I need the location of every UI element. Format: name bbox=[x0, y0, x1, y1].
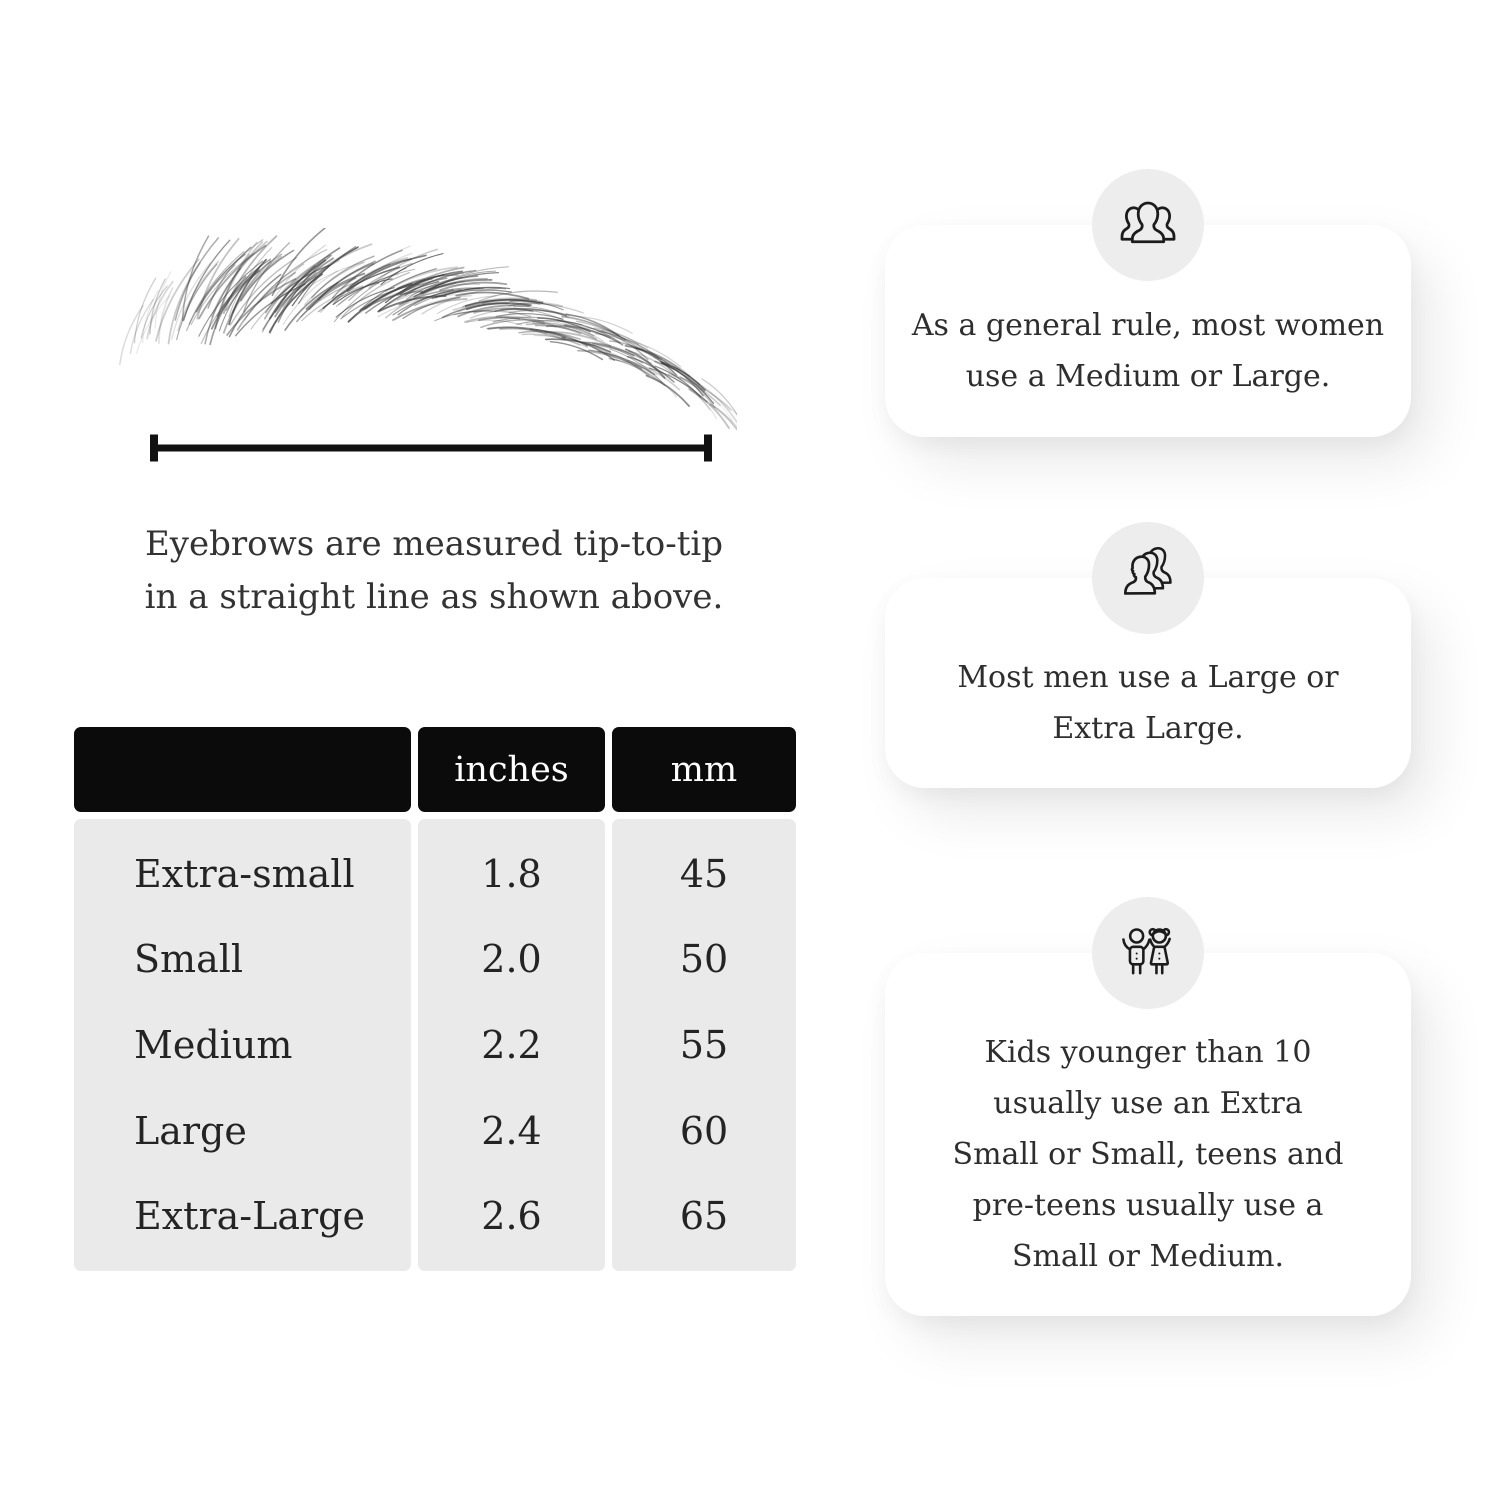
table-cell-label: Extra-small bbox=[134, 851, 355, 896]
text-line: As a general rule, most women bbox=[911, 308, 1385, 343]
text-line: usually use an Extra bbox=[993, 1086, 1303, 1121]
table-cell-inches: 1.8 bbox=[481, 851, 542, 896]
card-text bbox=[953, 1027, 1344, 1282]
women-group-icon bbox=[1115, 192, 1181, 258]
table-column-inches bbox=[418, 819, 605, 1271]
table-column-sizes bbox=[74, 819, 411, 1271]
table-cell-label: Medium bbox=[134, 1022, 293, 1067]
table-cell-label: Extra-Large bbox=[134, 1194, 365, 1239]
men-size-card bbox=[885, 578, 1411, 788]
text-line: Extra Large. bbox=[1052, 711, 1244, 746]
table-cell-mm: 50 bbox=[679, 937, 729, 982]
icon-badge bbox=[1092, 169, 1204, 281]
text-line: Most men use a Large or bbox=[957, 660, 1339, 695]
card-text bbox=[912, 300, 1384, 402]
header-cell-inches: inches bbox=[418, 727, 605, 812]
table-cell-mm: 55 bbox=[679, 1022, 729, 1067]
text-line: in a straight line as shown above. bbox=[144, 577, 724, 617]
header-cell-mm: mm bbox=[612, 727, 796, 812]
table-cell-label: Large bbox=[134, 1108, 247, 1153]
text-line: use a Medium or Large. bbox=[965, 359, 1331, 394]
women-size-card bbox=[885, 225, 1411, 437]
table-cell-inches: 2.0 bbox=[481, 937, 542, 982]
icon-badge bbox=[1092, 522, 1204, 634]
icon-badge bbox=[1092, 897, 1204, 1009]
header-cell-empty bbox=[74, 727, 411, 812]
table-cell-inches: 2.2 bbox=[481, 1022, 542, 1067]
size-table bbox=[74, 727, 796, 1271]
table-cell-mm: 60 bbox=[679, 1108, 729, 1153]
table-cell-mm: 45 bbox=[679, 851, 729, 896]
table-cell-mm: 65 bbox=[679, 1194, 729, 1239]
table-cell-label: Small bbox=[134, 937, 244, 982]
text-line: Small or Small, teens and bbox=[952, 1137, 1344, 1172]
table-cell-inches: 2.4 bbox=[481, 1108, 542, 1153]
text-line: Kids younger than 10 bbox=[984, 1035, 1312, 1070]
size-table-body bbox=[74, 819, 796, 1271]
table-cell-inches: 2.6 bbox=[481, 1194, 542, 1239]
text-line: Small or Medium. bbox=[1011, 1239, 1285, 1274]
men-group-icon bbox=[1115, 545, 1181, 611]
kids-icon bbox=[1115, 920, 1181, 986]
text-line: pre-teens usually use a bbox=[972, 1188, 1324, 1223]
text-line: Eyebrows are measured tip-to-tip bbox=[144, 524, 724, 564]
eyebrow-illustration bbox=[112, 228, 737, 433]
kids-size-card bbox=[885, 953, 1411, 1316]
measurement-line bbox=[150, 433, 712, 463]
size-table-header-row bbox=[74, 727, 796, 812]
measurement-caption bbox=[64, 518, 804, 624]
table-column-mm bbox=[612, 819, 796, 1271]
card-text bbox=[957, 652, 1338, 754]
